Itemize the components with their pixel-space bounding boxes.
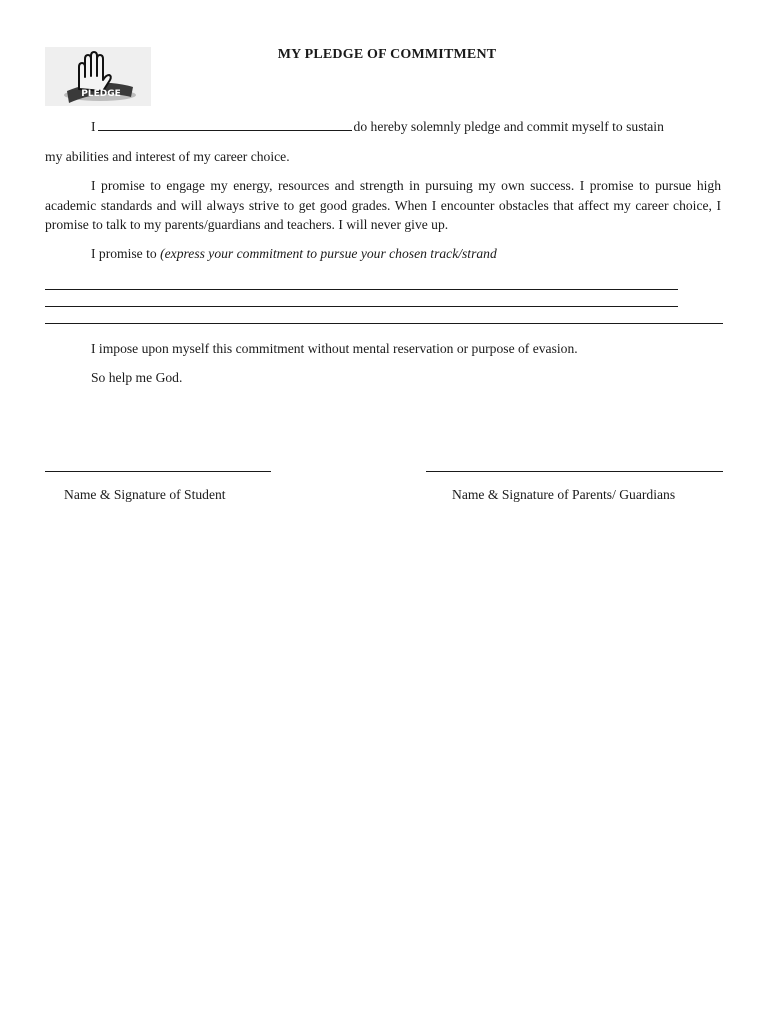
commitment-blank-line-3[interactable] (45, 323, 723, 324)
commitment-blank-line-1[interactable] (45, 289, 678, 290)
page-title: MY PLEDGE OF COMMITMENT (277, 47, 497, 62)
promise-paragraph: I promise to engage my energy, resources and strength in pursuing my own success. I promise to pursue high academic standards and will always strive to get good grades. When I encounter obstacles that affect my career choice, I promise to talk to my parents/guardians and teachers. I will never give up. (45, 178, 721, 232)
student-signature-label: Name & Signature of Student (64, 487, 226, 502)
promise-to-instruction: (express your commitment to pursue your chosen track/strand (160, 246, 497, 261)
commitment-blank-line-2[interactable] (45, 306, 678, 307)
pledge-second-line: my abilities and interest of my career choice. (45, 149, 290, 164)
parents-signature-label: Name & Signature of Parents/ Guardians (452, 487, 676, 502)
promise-to-prefix: I promise to (91, 246, 157, 261)
parents-signature-line[interactable] (426, 471, 723, 472)
pledge-suffix: do hereby solemnly pledge and commit myself to sustain (353, 119, 664, 134)
student-signature-line[interactable] (45, 471, 271, 472)
name-blank-line[interactable] (98, 117, 352, 131)
pledge-opening-line (91, 117, 664, 137)
promise-to-line (91, 244, 497, 264)
logo-text: PLEDGE (81, 89, 121, 99)
impose-statement: I impose upon myself this commitment without mental reservation or purpose of evasion. (91, 341, 578, 356)
closing-statement: So help me God. (91, 370, 183, 385)
pledge-prefix: I (91, 119, 96, 134)
